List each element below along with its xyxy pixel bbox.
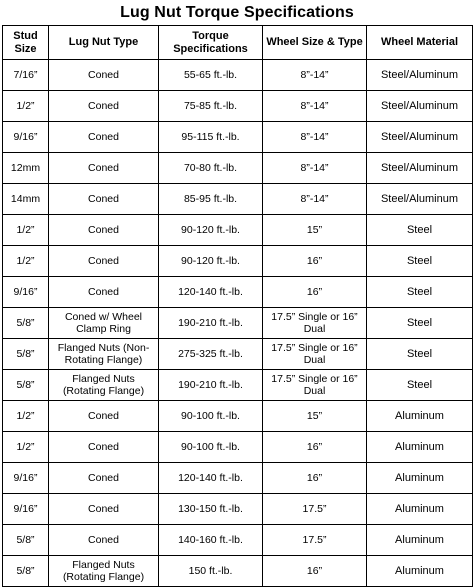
cell-torque: 140-160 ft.-lb. bbox=[159, 525, 263, 556]
cell-wheel-material: Steel bbox=[367, 215, 473, 246]
cell-torque: 85-95 ft.-lb. bbox=[159, 184, 263, 215]
cell-wheel-size: 16” bbox=[263, 246, 367, 277]
cell-wheel-material: Steel bbox=[367, 308, 473, 339]
cell-wheel-size: 16” bbox=[263, 463, 367, 494]
table-row bbox=[3, 370, 473, 401]
cell-torque: 120-140 ft.-lb. bbox=[159, 463, 263, 494]
cell-lug-nut-type: Coned bbox=[49, 246, 159, 277]
cell-wheel-size: 17.5” Single or 16” Dual bbox=[263, 370, 367, 401]
cell-wheel-material: Aluminum bbox=[367, 556, 473, 587]
header-row bbox=[3, 26, 473, 60]
cell-stud-size: 1/2” bbox=[3, 432, 49, 463]
cell-wheel-material: Aluminum bbox=[367, 432, 473, 463]
cell-lug-nut-type: Coned bbox=[49, 494, 159, 525]
cell-stud-size: 5/8” bbox=[3, 308, 49, 339]
cell-stud-size: 5/8” bbox=[3, 370, 49, 401]
cell-stud-size: 9/16” bbox=[3, 122, 49, 153]
table-row bbox=[3, 494, 473, 525]
cell-wheel-material: Steel bbox=[367, 339, 473, 370]
cell-torque: 75-85 ft.-lb. bbox=[159, 91, 263, 122]
cell-torque: 190-210 ft.-lb. bbox=[159, 308, 263, 339]
cell-stud-size: 12mm bbox=[3, 153, 49, 184]
cell-wheel-size: 16” bbox=[263, 556, 367, 587]
cell-wheel-size: 16” bbox=[263, 432, 367, 463]
header-wheel-size-type: Wheel Size & Type bbox=[263, 26, 367, 60]
table-row bbox=[3, 122, 473, 153]
cell-wheel-size: 8”-14” bbox=[263, 60, 367, 91]
cell-wheel-size: 17.5” Single or 16” Dual bbox=[263, 339, 367, 370]
table-row bbox=[3, 525, 473, 556]
table-row bbox=[3, 246, 473, 277]
table-row bbox=[3, 91, 473, 122]
table-row bbox=[3, 308, 473, 339]
cell-lug-nut-type: Coned bbox=[49, 60, 159, 91]
table-row bbox=[3, 401, 473, 432]
torque-table bbox=[2, 25, 473, 587]
cell-wheel-size: 17.5” bbox=[263, 525, 367, 556]
table-row bbox=[3, 339, 473, 370]
cell-torque: 95-115 ft.-lb. bbox=[159, 122, 263, 153]
cell-wheel-material: Steel/Aluminum bbox=[367, 91, 473, 122]
header-stud-size: Stud Size bbox=[3, 26, 49, 60]
cell-lug-nut-type: Coned bbox=[49, 277, 159, 308]
cell-lug-nut-type: Coned bbox=[49, 525, 159, 556]
cell-torque: 55-65 ft.-lb. bbox=[159, 60, 263, 91]
cell-lug-nut-type: Flanged Nuts (Rotating Flange) bbox=[49, 370, 159, 401]
cell-stud-size: 5/8” bbox=[3, 339, 49, 370]
cell-stud-size: 1/2” bbox=[3, 246, 49, 277]
cell-stud-size: 1/2” bbox=[3, 401, 49, 432]
cell-wheel-size: 16” bbox=[263, 277, 367, 308]
cell-stud-size: 14mm bbox=[3, 184, 49, 215]
cell-torque: 90-120 ft.-lb. bbox=[159, 215, 263, 246]
cell-lug-nut-type: Coned bbox=[49, 122, 159, 153]
cell-lug-nut-type: Coned bbox=[49, 401, 159, 432]
cell-wheel-size: 8”-14” bbox=[263, 184, 367, 215]
cell-wheel-size: 15” bbox=[263, 215, 367, 246]
cell-wheel-size: 17.5” bbox=[263, 494, 367, 525]
cell-lug-nut-type: Coned bbox=[49, 153, 159, 184]
table-row bbox=[3, 184, 473, 215]
cell-lug-nut-type: Flanged Nuts (Rotating Flange) bbox=[49, 556, 159, 587]
cell-wheel-size: 15” bbox=[263, 401, 367, 432]
cell-lug-nut-type: Flanged Nuts (Non-Rotating Flange) bbox=[49, 339, 159, 370]
cell-wheel-material: Steel/Aluminum bbox=[367, 122, 473, 153]
cell-lug-nut-type: Coned w/ Wheel Clamp Ring bbox=[49, 308, 159, 339]
cell-wheel-size: 8”-14” bbox=[263, 91, 367, 122]
table-row bbox=[3, 556, 473, 587]
cell-stud-size: 9/16” bbox=[3, 463, 49, 494]
cell-wheel-material: Steel bbox=[367, 246, 473, 277]
cell-torque: 90-100 ft.-lb. bbox=[159, 401, 263, 432]
table-row bbox=[3, 277, 473, 308]
cell-torque: 70-80 ft.-lb. bbox=[159, 153, 263, 184]
cell-wheel-material: Aluminum bbox=[367, 525, 473, 556]
cell-torque: 90-100 ft.-lb. bbox=[159, 432, 263, 463]
cell-stud-size: 9/16” bbox=[3, 494, 49, 525]
cell-wheel-material: Steel/Aluminum bbox=[367, 60, 473, 91]
cell-wheel-material: Steel bbox=[367, 370, 473, 401]
cell-lug-nut-type: Coned bbox=[49, 432, 159, 463]
cell-lug-nut-type: Coned bbox=[49, 215, 159, 246]
cell-stud-size: 7/16” bbox=[3, 60, 49, 91]
header-wheel-material: Wheel Material bbox=[367, 26, 473, 60]
cell-wheel-material: Steel/Aluminum bbox=[367, 184, 473, 215]
table-row bbox=[3, 463, 473, 494]
cell-torque: 275-325 ft.-lb. bbox=[159, 339, 263, 370]
header-lug-nut-type: Lug Nut Type bbox=[49, 26, 159, 60]
cell-wheel-size: 8”-14” bbox=[263, 122, 367, 153]
cell-torque: 120-140 ft.-lb. bbox=[159, 277, 263, 308]
cell-wheel-material: Aluminum bbox=[367, 463, 473, 494]
cell-lug-nut-type: Coned bbox=[49, 184, 159, 215]
cell-torque: 90-120 ft.-lb. bbox=[159, 246, 263, 277]
page-title: Lug Nut Torque Specifications bbox=[120, 4, 354, 21]
cell-stud-size: 1/2” bbox=[3, 91, 49, 122]
cell-wheel-size: 17.5” Single or 16” Dual bbox=[263, 308, 367, 339]
cell-stud-size: 5/8” bbox=[3, 525, 49, 556]
cell-torque: 150 ft.-lb. bbox=[159, 556, 263, 587]
table-row bbox=[3, 60, 473, 91]
header-torque-specifications: Torque Specifications bbox=[159, 26, 263, 60]
table-row bbox=[3, 215, 473, 246]
table-body bbox=[3, 60, 473, 587]
cell-stud-size: 1/2” bbox=[3, 215, 49, 246]
cell-stud-size: 9/16” bbox=[3, 277, 49, 308]
cell-torque: 130-150 ft.-lb. bbox=[159, 494, 263, 525]
cell-wheel-material: Aluminum bbox=[367, 494, 473, 525]
cell-wheel-material: Aluminum bbox=[367, 401, 473, 432]
cell-wheel-material: Steel/Aluminum bbox=[367, 153, 473, 184]
cell-wheel-material: Steel bbox=[367, 277, 473, 308]
cell-wheel-size: 8”-14” bbox=[263, 153, 367, 184]
cell-stud-size: 5/8” bbox=[3, 556, 49, 587]
table-row bbox=[3, 432, 473, 463]
cell-torque: 190-210 ft.-lb. bbox=[159, 370, 263, 401]
cell-lug-nut-type: Coned bbox=[49, 91, 159, 122]
table-row bbox=[3, 153, 473, 184]
cell-lug-nut-type: Coned bbox=[49, 463, 159, 494]
